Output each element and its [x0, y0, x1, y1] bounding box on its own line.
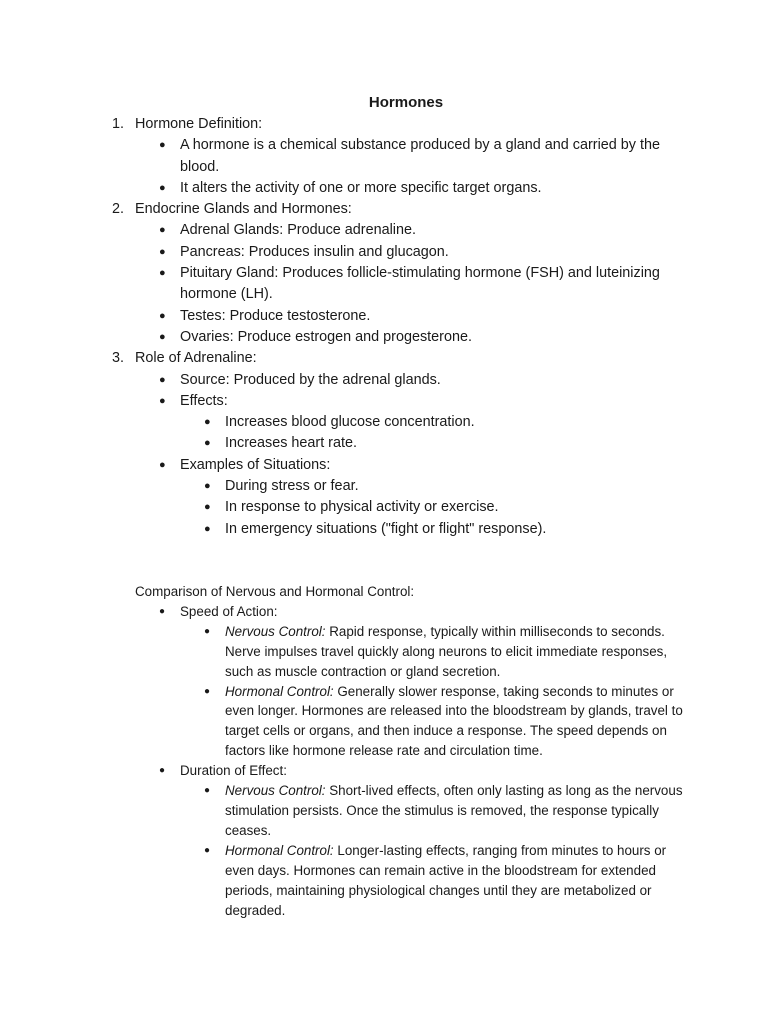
hormones-outline [112, 114, 692, 540]
list-item [112, 220, 692, 241]
bullet-text: During stress or fear. [225, 478, 359, 495]
list-item [112, 263, 692, 306]
list-item [112, 455, 692, 476]
bullet-icon: ● [204, 685, 211, 697]
bullet-icon: ● [159, 267, 166, 280]
list-item [112, 761, 692, 781]
term-description: Short-lived effects, often only lasting as long as the nervous stimulation persists. Once the stimulus is removed, the response typically ceases. [225, 783, 683, 838]
list-item [112, 412, 692, 433]
list-item [112, 242, 692, 263]
bullet-text: Increases blood glucose concentration. [225, 414, 475, 431]
bullet-icon: ● [159, 224, 166, 237]
bullet-icon: ● [204, 501, 211, 514]
bullet-text: Pituitary Gland: Produces follicle-stimulating hormone (FSH) and luteinizing hormone (LH). [180, 265, 660, 303]
bullet-text: Speed of Action: [180, 603, 278, 619]
term-label: Hormonal Control: [225, 842, 334, 858]
bullet-icon: ● [204, 844, 211, 856]
bullet-text: Pancreas: Produces insulin and glucagon. [180, 243, 449, 260]
term-description: Generally slower response, taking seconds to minutes or even longer. Hormones are released into the bloodstream by glands, travel to target cells or organs, and then induce a response. The speed depends on factors like hormone release rate and circulation time. [225, 683, 683, 759]
bullet-text [225, 624, 667, 679]
item-number: 2. [112, 201, 125, 218]
item-label: Endocrine Glands and Hormones: [135, 201, 352, 218]
term-label: Nervous Control: [225, 623, 326, 639]
list-item [112, 497, 692, 518]
term-label: Nervous Control: [225, 783, 326, 799]
bullet-icon: ● [159, 605, 166, 617]
bullet-text: Effects: [180, 392, 228, 409]
list-item [112, 306, 692, 327]
list-item [112, 370, 692, 391]
bullet-text: Examples of Situations: [180, 456, 331, 473]
list-item [112, 178, 692, 199]
term-label: Hormonal Control: [225, 683, 334, 699]
bullet-icon: ● [159, 309, 166, 322]
bullet-icon: ● [204, 480, 211, 493]
list-item [112, 682, 692, 762]
bullet-icon: ● [159, 245, 166, 258]
list-item [112, 602, 692, 622]
bullet-icon: ● [159, 373, 166, 386]
bullet-text: Adrenal Glands: Produce adrenaline. [180, 222, 416, 239]
bullet-icon: ● [159, 458, 166, 471]
list-item [112, 519, 692, 540]
bullet-text: Testes: Produce testosterone. [180, 307, 371, 324]
bullet-text: In emergency situations ("fight or flight" response). [225, 520, 547, 537]
bullet-icon: ● [204, 785, 211, 797]
list-item [112, 781, 692, 841]
page-title: Hormones [368, 94, 444, 111]
section-heading: Comparison of Nervous and Hormonal Control: [135, 584, 415, 599]
bullet-text [225, 843, 666, 918]
item-label: Role of Adrenaline: [135, 350, 257, 367]
bullet-icon: ● [204, 625, 211, 637]
list-item [112, 327, 692, 348]
bullet-icon: ● [159, 181, 166, 194]
bullet-text: Increases heart rate. [225, 435, 357, 452]
bullet-icon: ● [159, 765, 166, 777]
outline-item-role-of-adrenaline [112, 348, 692, 369]
item-number: 1. [112, 116, 125, 132]
term-description: Longer-lasting effects, ranging from minutes to hours or even days. Hormones can remain active in the bloodstream for extended periods, maintaining physiological changes until they are metabolized or degraded. [225, 842, 667, 918]
list-item [112, 841, 692, 921]
list-item [112, 433, 692, 454]
bullet-text: It alters the activity of one or more specific target organs. [180, 179, 542, 196]
bullet-icon: ● [204, 437, 211, 450]
bullet-text: Duration of Effect: [180, 763, 287, 779]
list-item [112, 622, 692, 682]
bullet-icon: ● [204, 522, 211, 535]
bullet-text: Source: Produced by the adrenal glands. [180, 371, 441, 388]
bullet-text [225, 684, 683, 759]
item-number: 3. [112, 350, 125, 367]
outline-item-hormone-definition [112, 114, 692, 135]
list-item [112, 476, 692, 497]
bullet-icon: ● [159, 139, 166, 152]
item-label: Hormone Definition: [135, 116, 263, 132]
bullet-icon: ● [159, 330, 166, 343]
bullet-icon: ● [159, 394, 166, 407]
outline-item-endocrine-glands [112, 199, 692, 220]
bullet-icon: ● [204, 416, 211, 429]
list-item [112, 135, 692, 178]
list-item [112, 391, 692, 412]
comparison-section [112, 582, 692, 920]
term-description: Rapid response, typically within milliseconds to seconds. Nerve impulses travel quickly along neurons to elicit immediate responses, such as muscle contraction or gland secretion. [225, 623, 668, 679]
bullet-text: In response to physical activity or exercise. [225, 499, 499, 516]
bullet-text: Ovaries: Produce estrogen and progesterone. [180, 328, 472, 345]
bullet-text: A hormone is a chemical substance produced by a gland and carried by the blood. [180, 137, 660, 175]
bullet-text [225, 783, 683, 838]
